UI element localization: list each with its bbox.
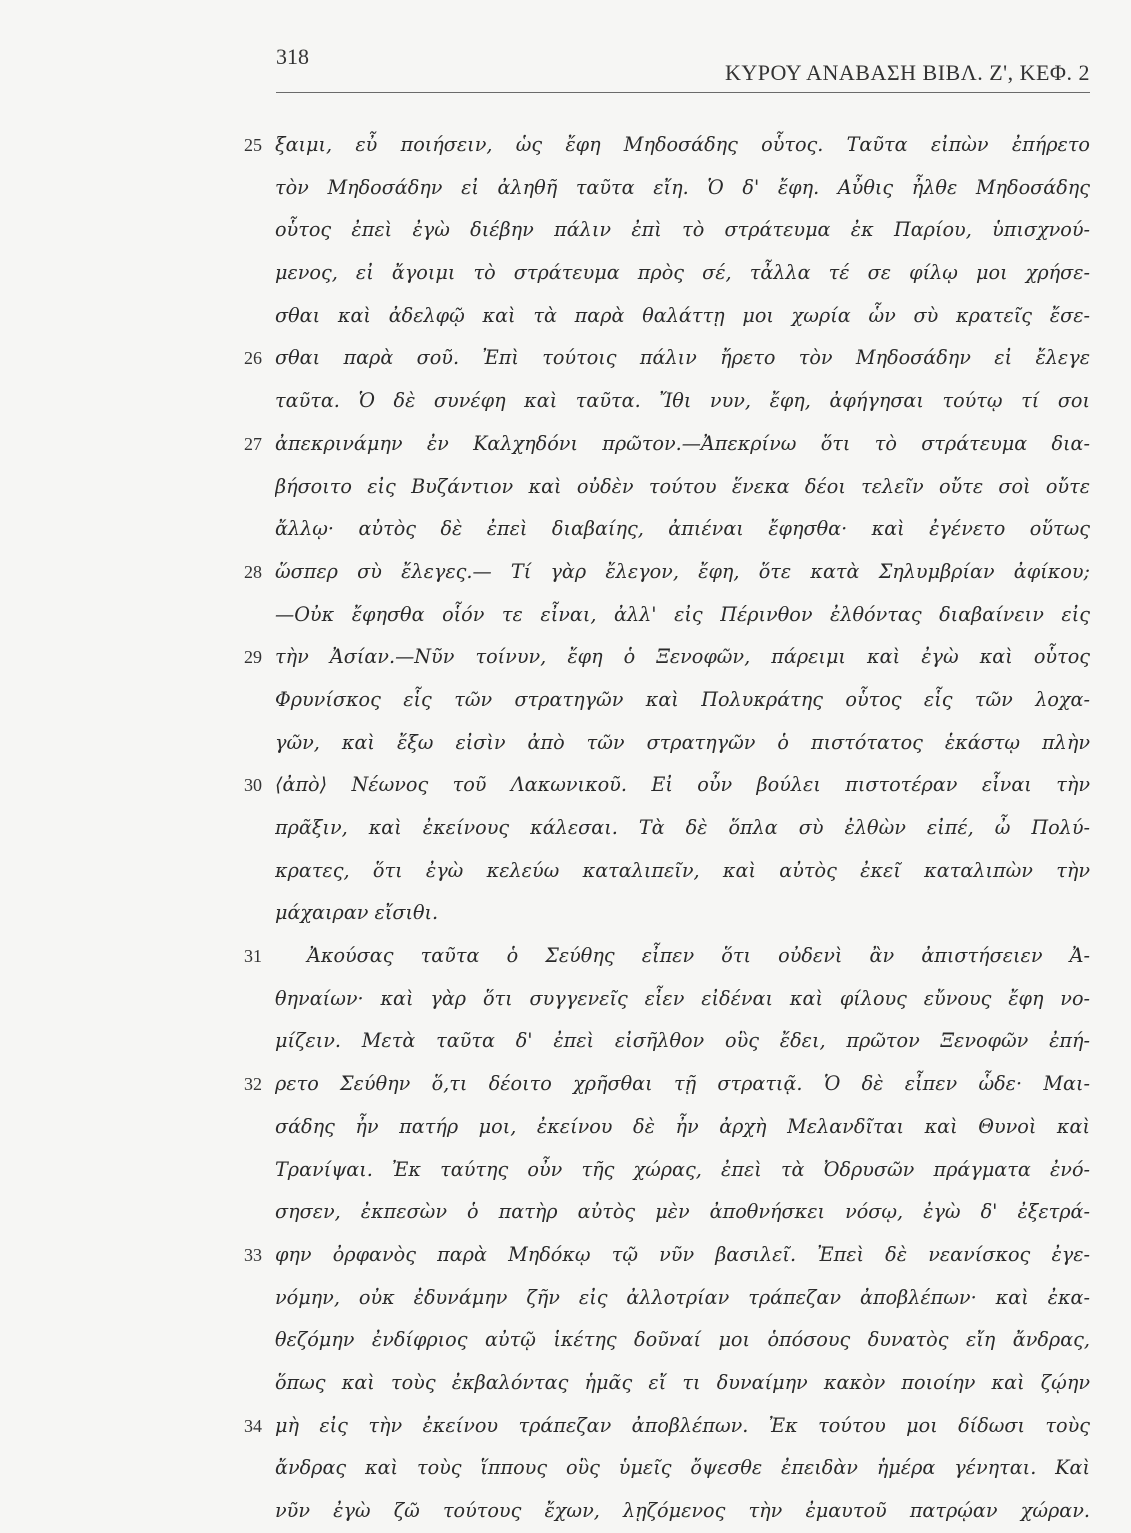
text-line bbox=[244, 466, 1094, 509]
text-line bbox=[244, 679, 1094, 722]
greek-line-text: Ἀκούσας ταῦτα ὁ Σεύθης εἶπεν ὅτι οὐδενὶ ἂν ἀπιστήσειεν Ἀ- bbox=[307, 944, 1090, 968]
greek-line-text: ἀπεκρινάμην ἐν Καλχηδόνι πρῶτον.—Ἀπεκρίνω ὅτι τὸ στράτευμα δια- bbox=[275, 431, 1090, 455]
greek-line-text: βήσοιτο εἰς Βυζάντιον καὶ οὐδὲν τούτου ἕνεκα δέοι τελεῖν οὔτε σοὶ οὔτε bbox=[275, 474, 1090, 498]
greek-line-text: φην ὀρφανὸς παρὰ Μηδόκῳ τῷ νῦν βασιλεῖ. Ἐπεὶ δὲ νεανίσκος ἐγε- bbox=[275, 1242, 1090, 1266]
text-line bbox=[244, 764, 1094, 807]
text-line bbox=[244, 636, 1094, 679]
text-line bbox=[244, 978, 1094, 1021]
greek-line-text: σθαι παρὰ σοῦ. Ἐπὶ τούτοις πάλιν ἤρετο τὸν Μηδοσάδην εἰ ἔλεγε bbox=[275, 346, 1090, 370]
greek-line-text: μενος, εἰ ἄγοιμι τὸ στράτευμα πρὸς σέ, τἆλλα τέ σε φίλῳ μοι χρήσε- bbox=[275, 261, 1090, 285]
greek-line-text: ὅπως καὶ τοὺς ἐκβαλόντας ἡμᾶς εἴ τι δυναίμην κακὸν ποιοίην καὶ ζῴην bbox=[275, 1370, 1090, 1394]
section-number: 29 bbox=[244, 647, 262, 668]
text-line bbox=[244, 167, 1094, 210]
text-line bbox=[244, 850, 1094, 893]
greek-line-text: ρετο Σεύθην ὅ,τι δέοιτο χρῆσθαι τῇ στρατιᾷ. Ὁ δὲ εἶπεν ὧδε· Μαι- bbox=[275, 1072, 1090, 1096]
greek-line-text: ἄνδρας καὶ τοὺς ἵππους οὓς ὑμεῖς ὄψεσθε ἐπειδὰν ἡμέρα γένηται. Καὶ bbox=[275, 1456, 1090, 1480]
section-number: 30 bbox=[244, 775, 262, 796]
greek-line-text: —Οὐκ ἔφησθα οἷόν τε εἶναι, ἀλλ' εἰς Πέρινθον ἐλθόντας διαβαίνειν εἰς bbox=[275, 602, 1090, 626]
text-line bbox=[244, 1106, 1094, 1149]
section-number: 31 bbox=[244, 946, 262, 967]
text-line bbox=[244, 209, 1094, 252]
text-line bbox=[244, 124, 1094, 167]
greek-line-text: Τρανίψαι. Ἐκ ταύτης οὖν τῆς χώρας, ἐπεὶ τὰ Ὀδρυσῶν πράγματα ἐνό- bbox=[275, 1157, 1090, 1181]
text-line bbox=[244, 722, 1094, 765]
greek-line-text: τὸν Μηδοσάδην εἰ ἀληθῆ ταῦτα εἴη. Ὁ δ' ἔφη. Αὖθις ἦλθε Μηδοσάδης bbox=[275, 175, 1090, 199]
text-line bbox=[244, 935, 1094, 978]
text-line bbox=[244, 1490, 1094, 1533]
section-number: 28 bbox=[244, 561, 262, 582]
text-line bbox=[244, 1362, 1094, 1405]
text-line bbox=[244, 1149, 1094, 1192]
section-number: 26 bbox=[244, 348, 262, 369]
page-header bbox=[276, 44, 1090, 88]
greek-line-text: θηναίων· καὶ γὰρ ὅτι συγγενεῖς εἶεν εἰδέναι καὶ φίλους εὔνους ἔφη νο- bbox=[275, 986, 1090, 1010]
section-number: 32 bbox=[244, 1074, 262, 1095]
greek-line-text: σησεν, ἐκπεσὼν ὁ πατὴρ αὐτὸς μὲν ἀποθνήσκει νόσῳ, ἐγὼ δ' ἐξετρά- bbox=[275, 1200, 1090, 1224]
text-line bbox=[244, 1319, 1094, 1362]
text-line bbox=[244, 1063, 1094, 1106]
greek-line-text: θεζόμην ἐνδίφριος αὐτῷ ἱκέτης δοῦναί μοι ὁπόσους δυνατὸς εἴη ἄνδρας, bbox=[275, 1328, 1090, 1352]
section-number: 25 bbox=[244, 135, 262, 155]
text-line bbox=[244, 1405, 1094, 1448]
text-line bbox=[244, 594, 1094, 637]
greek-line-text: μίζειν. Μετὰ ταῦτα δ' ἐπεὶ εἰσῆλθον οὓς ἔδει, πρῶτον Ξενοφῶν ἐπή- bbox=[275, 1029, 1090, 1053]
text-line bbox=[244, 252, 1094, 295]
greek-line-text: Φρυνίσκος εἷς τῶν στρατηγῶν καὶ Πολυκράτης οὗτος εἷς τῶν λοχα- bbox=[275, 687, 1090, 711]
text-line bbox=[244, 1277, 1094, 1320]
text-line bbox=[244, 1191, 1094, 1234]
text-line bbox=[244, 1447, 1094, 1490]
greek-line-text: μάχαιραν εἴσιθι. bbox=[275, 901, 439, 925]
greek-line-text: ταῦτα. Ὁ δὲ συνέφη καὶ ταῦτα. Ἴθι νυν, ἔφη, ἀφήγησαι τούτῳ τί σοι bbox=[275, 389, 1090, 413]
section-number: 33 bbox=[244, 1244, 262, 1265]
greek-line-text: γῶν, καὶ ἔξω εἰσὶν ἀπὸ τῶν στρατηγῶν ὁ πιστότατος ἑκάστῳ πλὴν bbox=[275, 730, 1090, 754]
section-number: 27 bbox=[244, 433, 262, 454]
header-rule bbox=[276, 92, 1090, 93]
greek-line-text: οὗτος ἐπεὶ ἐγὼ διέβην πάλιν ἐπὶ τὸ στράτευμα ἐκ Παρίου, ὑπισχνού- bbox=[275, 218, 1090, 242]
text-line bbox=[244, 337, 1094, 380]
greek-line-text: ⟨ἀπὸ⟩ Νέωνος τοῦ Λακωνικοῦ. Εἰ οὖν βούλει πιστοτέραν εἶναι τὴν bbox=[275, 773, 1090, 797]
text-line bbox=[244, 423, 1094, 466]
greek-line-text: ξαιμι, εὖ ποιήσειν, ὡς ἔφη Μηδοσάδης οὗτος. Ταῦτα εἰπὼν ἐπήρετο bbox=[275, 133, 1090, 156]
greek-line-text: τὴν Ἀσίαν.—Νῦν τοίνυν, ἔφη ὁ Ξενοφῶν, πάρειμι καὶ ἐγὼ καὶ οὗτος bbox=[275, 645, 1090, 669]
greek-line-text: νῦν ἐγὼ ζῶ τούτους ἔχων, λῃζόμενος τὴν ἐμαυτοῦ πατρῴαν χώραν. bbox=[275, 1499, 1090, 1522]
page-number: 318 bbox=[276, 44, 309, 69]
greek-line-text: ὥσπερ σὺ ἔλεγες.— Τί γὰρ ἔλεγον, ἔφη, ὅτε κατὰ Σηλυμβρίαν ἀφίκου; bbox=[275, 559, 1090, 583]
greek-line-text: ἄλλῳ· αὐτὸς δὲ ἐπεὶ διαβαίης, ἀπιέναι ἔφησθα· καὶ ἐγένετο οὕτως bbox=[275, 517, 1090, 541]
section-number: 34 bbox=[244, 1415, 262, 1436]
text-line bbox=[244, 1020, 1094, 1063]
greek-line-text: μὴ εἰς τὴν ἐκείνου τράπεζαν ἀποβλέπων. Ἐκ τούτου μοι δίδωσι τοὺς bbox=[275, 1413, 1090, 1437]
text-line bbox=[244, 508, 1094, 551]
text-line bbox=[244, 295, 1094, 338]
text-line bbox=[244, 807, 1094, 850]
greek-line-text: πρᾶξιν, καὶ ἐκείνους κάλεσαι. Τὰ δὲ ὅπλα σὺ ἐλθὼν εἰπέ, ὦ Πολύ- bbox=[275, 816, 1090, 839]
text-line bbox=[244, 1234, 1094, 1277]
text-line bbox=[244, 551, 1094, 594]
greek-text-body bbox=[244, 124, 1094, 1533]
greek-line-text: κρατες, ὅτι ἐγὼ κελεύω καταλιπεῖν, καὶ αὐτὸς ἐκεῖ καταλιπὼν τὴν bbox=[275, 858, 1090, 882]
text-line bbox=[244, 892, 1094, 935]
greek-line-text: σθαι καὶ ἀδελφῷ καὶ τὰ παρὰ θαλάττῃ μοι χωρία ὧν σὺ κρατεῖς ἔσε- bbox=[275, 303, 1090, 327]
greek-line-text: σάδης ἦν πατήρ μοι, ἐκείνου δὲ ἦν ἀρχὴ Μελανδῖται καὶ Θυνοὶ καὶ bbox=[275, 1114, 1090, 1138]
text-line bbox=[244, 380, 1094, 423]
running-title: ΚΥΡΟΥ ΑΝΑΒΑΣΗ ΒΙΒΛ. Ζ', ΚΕΦ. 2 bbox=[724, 60, 1090, 85]
greek-line-text: νόμην, οὐκ ἐδυνάμην ζῆν εἰς ἀλλοτρίαν τράπεζαν ἀποβλέπων· καὶ ἐκα- bbox=[275, 1285, 1090, 1309]
